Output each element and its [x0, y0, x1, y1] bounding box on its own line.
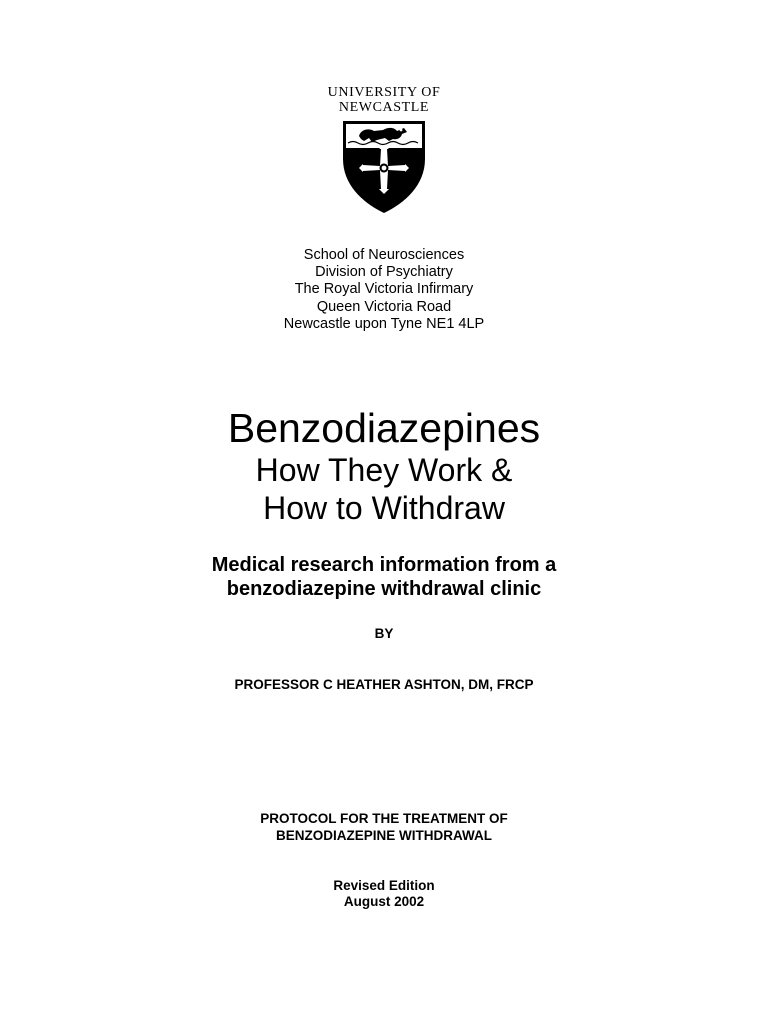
- document-tagline-line1: Medical research information from a: [211, 554, 557, 576]
- university-name: [0, 85, 768, 115]
- protocol-heading-line1: PROTOCOL FOR THE TREATMENT OF: [260, 811, 508, 826]
- document-tagline-line2: benzodiazepine withdrawal clinic: [226, 578, 542, 600]
- document-subtitle-line2: How to Withdraw: [263, 490, 505, 526]
- protocol-heading: [0, 810, 768, 844]
- university-crest-icon: [341, 119, 427, 215]
- edition-date: August 2002: [343, 894, 425, 909]
- document-title: Benzodiazepines: [227, 405, 541, 451]
- document-subtitle-line1: How They Work &: [255, 452, 513, 488]
- document-subtitle: [0, 451, 768, 527]
- protocol-heading-line2: BENZODIAZEPINE WITHDRAWAL: [276, 828, 492, 843]
- author-name: PROFESSOR C HEATHER ASHTON, DM, FRCP: [234, 677, 534, 692]
- university-name-line2: NEWCASTLE: [338, 100, 430, 115]
- edition-label: Revised Edition: [333, 878, 435, 893]
- address-line-infirmary: The Royal Victoria Infirmary: [294, 281, 474, 298]
- address-line-division: Division of Psychiatry: [315, 264, 453, 281]
- document-tagline: [0, 553, 768, 601]
- edition-info: [0, 878, 768, 910]
- address-line-school: School of Neurosciences: [303, 247, 465, 263]
- address-line-city: Newcastle upon Tyne NE1 4LP: [283, 315, 485, 332]
- address-block: [0, 247, 768, 333]
- address-line-road: Queen Victoria Road: [316, 298, 452, 315]
- byline-by: BY: [374, 626, 394, 641]
- university-name-line1: UNIVERSITY OF: [327, 85, 441, 100]
